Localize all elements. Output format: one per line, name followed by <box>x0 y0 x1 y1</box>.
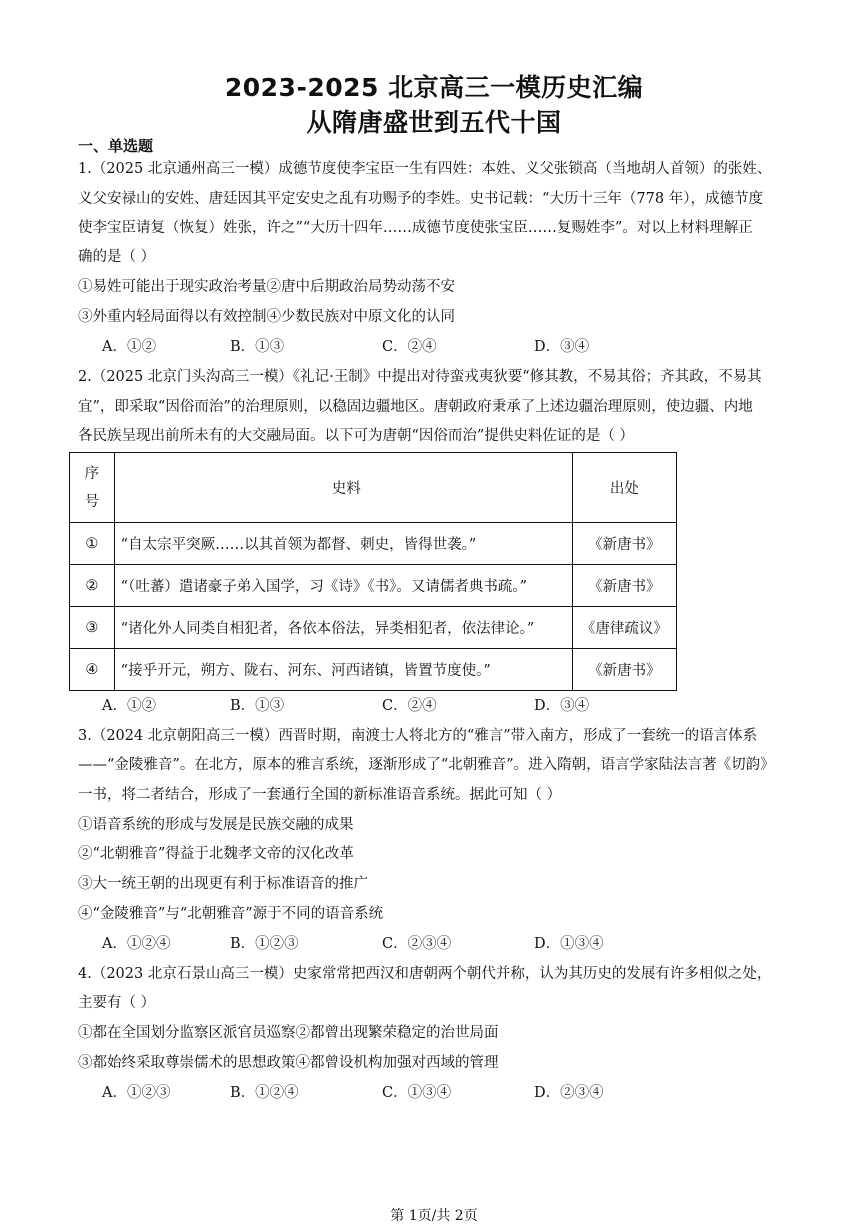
row-source: 《新唐书》 <box>572 649 676 691</box>
q4-option-b[interactable]: B．①②④ <box>230 1085 299 1101</box>
q3-option-d[interactable]: D．①③④ <box>534 936 604 952</box>
q2-option-b[interactable]: B．①③ <box>230 698 285 714</box>
q1-line: 义父安禄山的安姓、唐廷因其平定安史之乱有功赐予的李姓。史书记载：“大历十三年（778 年），成德节度 <box>78 191 763 207</box>
q4-option-a[interactable]: A．①②③ <box>102 1085 171 1101</box>
section-heading: 一、单选题 <box>78 137 154 155</box>
q3-option-b[interactable]: B．①②③ <box>230 936 299 952</box>
q4-statement: ①都在全国划分监察区派官员巡察②都曾出现繁荣稳定的治世局面 <box>78 1025 499 1041</box>
q1-line: 确的是（ ） <box>78 249 156 265</box>
row-material: “接乎开元，朔方、陇右、河东、河西诸镇，皆置节度使。” <box>114 649 572 691</box>
q3-option-a[interactable]: A．①②④ <box>102 936 171 952</box>
q1-line: 使李宝臣请复（恢复）姓张，许之”“大历十四年……成德节度使张宝臣……复赐姓李”。对以上材料理解正 <box>78 220 753 236</box>
q3-line: ——“金陵雅音”。在北方，原本的雅言系统，逐渐形成了“北朝雅音”。进入隋朝，语言学家陆法言著《切韵》 <box>78 757 775 773</box>
q3-option-c[interactable]: C．②③④ <box>382 936 452 952</box>
q1-option-a[interactable]: A．①② <box>102 339 156 355</box>
row-number: ② <box>70 565 115 607</box>
q1-option-c[interactable]: C．②④ <box>382 339 437 355</box>
q3-line: 一书，将二者结合，形成了一套通行全国的新标准语音系统。据此可知（ ） <box>78 787 562 803</box>
table-row <box>70 565 677 607</box>
q4-line: 主要有（ ） <box>78 995 156 1011</box>
q3-statement: ①语音系统的形成与发展是民族交融的成果 <box>78 817 354 833</box>
document-subtitle: 从隋唐盛世到五代十国 <box>306 108 562 137</box>
header-number-line1: 序 <box>84 465 100 482</box>
historical-sources-table <box>69 452 677 691</box>
document-title: 2023-2025 北京高三一模历史汇编 <box>224 73 644 102</box>
q1-line: 1.（2025 北京通州高三一模）成德节度使李宝臣一生有四姓：本姓、义父张锁高（当地胡人首领）的张姓、 <box>78 161 772 177</box>
q3-statement: ③大一统王朝的出现更有利于标准语音的推广 <box>78 876 368 892</box>
q3-statement: ④“金陵雅音”与“北朝雅音”源于不同的语音系统 <box>78 906 384 922</box>
table-row <box>70 607 677 649</box>
q1-statement: ①易姓可能出于现实政治考量②唐中后期政治局势动荡不安 <box>78 279 455 295</box>
q2-line: 2.（2025 北京门头沟高三一模）《礼记·王制》中提出对待蛮戎夷狄要“修其教，不易其俗；齐其政，不易其 <box>78 369 762 385</box>
row-source: 《新唐书》 <box>572 523 676 565</box>
page-number-footer: 第 1页/共 2页 <box>390 1208 478 1224</box>
q1-option-b[interactable]: B．①③ <box>230 339 285 355</box>
q2-line: 各民族呈现出前所未有的大交融局面。以下可为唐朝“因俗而治”提供史料佐证的是（ ） <box>78 428 634 444</box>
q3-line: 3.（2024 北京朝阳高三一模）西晋时期，南渡士人将北方的“雅言”带入南方，形成了一套统一的语言体系 <box>78 728 758 744</box>
table-row <box>70 523 677 565</box>
row-material: “自太宗平突厥……以其首领为都督、刺史，皆得世袭。” <box>114 523 572 565</box>
q1-statement: ③外重内轻局面得以有效控制④少数民族对中原文化的认同 <box>78 309 455 325</box>
table-header-row <box>70 453 677 523</box>
row-source: 《唐律疏议》 <box>572 607 676 649</box>
q1-option-d[interactable]: D．③④ <box>534 339 590 355</box>
q4-statement: ③都始终采取尊崇儒术的思想政策④都曾设机构加强对西域的管理 <box>78 1055 499 1071</box>
q2-option-c[interactable]: C．②④ <box>382 698 437 714</box>
header-source: 出处 <box>572 453 676 523</box>
q2-line: 宜”，即采取“因俗而治”的治理原则，以稳固边疆地区。唐朝政府秉承了上述边疆治理原则，使边疆、内地 <box>78 399 753 415</box>
row-number: ① <box>70 523 115 565</box>
q4-line: 4.（2023 北京石景山高三一模）史家常常把西汉和唐朝两个朝代并称，认为其历史的发展有许多相似之处， <box>78 966 772 982</box>
table-row <box>70 649 677 691</box>
q3-statement: ②“北朝雅音”得益于北魏孝文帝的汉化改革 <box>78 846 354 862</box>
header-number-line2: 号 <box>84 493 100 510</box>
q4-option-c[interactable]: C．①③④ <box>382 1085 452 1101</box>
row-number: ③ <box>70 607 115 649</box>
q2-option-d[interactable]: D．③④ <box>534 698 590 714</box>
row-number: ④ <box>70 649 115 691</box>
row-material: “（吐蕃）遣诸豪子弟入国学，习《诗》《书》。又请儒者典书疏。” <box>114 565 572 607</box>
header-material: 史料 <box>114 453 572 523</box>
row-source: 《新唐书》 <box>572 565 676 607</box>
header-number <box>70 453 115 523</box>
row-material: “诸化外人同类自相犯者，各依本俗法，异类相犯者，依法律论。” <box>114 607 572 649</box>
q4-option-d[interactable]: D．②③④ <box>534 1085 604 1101</box>
q2-option-a[interactable]: A．①② <box>102 698 156 714</box>
